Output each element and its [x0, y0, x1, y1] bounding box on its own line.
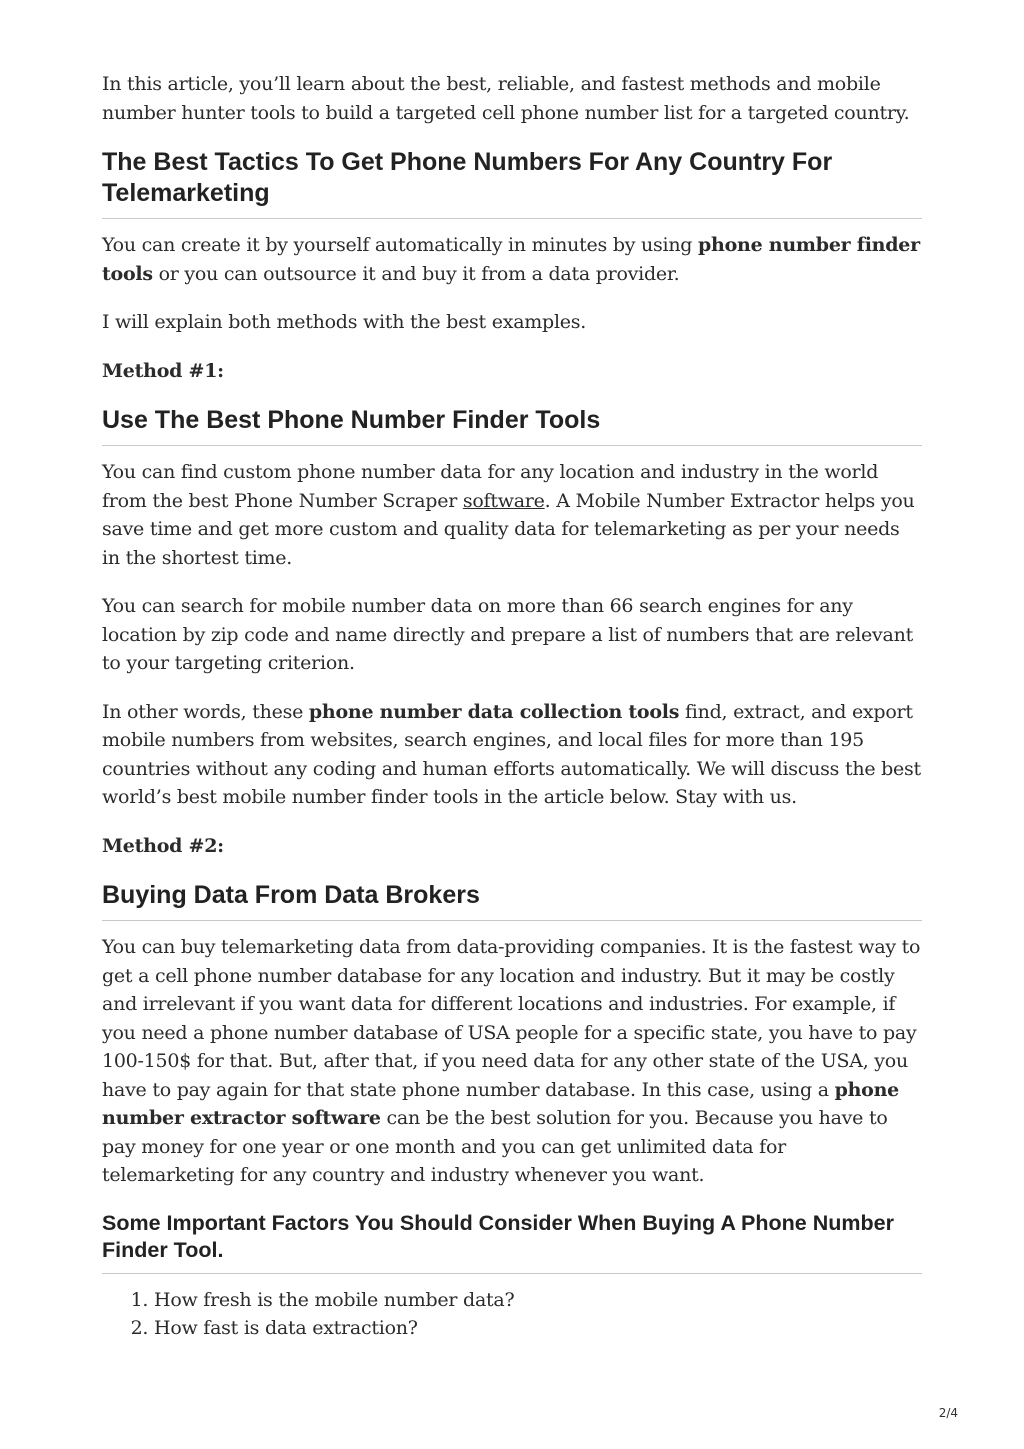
text-span: You can find custom phone number data for any location and industry in the world from the best Phone Number Scraper — [102, 461, 879, 512]
method-label — [102, 832, 922, 861]
section-heading-finder-tools: Use The Best Phone Number Finder Tools — [102, 405, 922, 446]
method-2-label: Method #2: — [102, 834, 224, 857]
page-number: 2/4 — [938, 1406, 958, 1420]
section-heading-best-tactics: The Best Tactics To Get Phone Numbers For Any Country For Telemarketing — [102, 147, 922, 219]
paragraph — [102, 698, 922, 812]
factors-list — [102, 1286, 922, 1343]
text-span: You can create it by yourself automatically in minutes by using — [102, 234, 699, 256]
section-heading-important-factors: Some Important Factors You Should Consider When Buying A Phone Number Finder Tool. — [102, 1210, 922, 1274]
bold-text: phone number finder tools — [102, 234, 920, 285]
bold-text: phone number data collection tools — [308, 700, 680, 723]
list-item: 2. How fast is data extraction? — [154, 1314, 922, 1343]
text-span: . A Mobile Number Extractor helps you save time and get more custom and quality data for telemarketing as per your needs in the shortest time. — [102, 489, 915, 569]
list-item: 1. How fresh is the mobile number data? — [154, 1286, 922, 1315]
text-span: You can buy telemarketing data from data-providing companies. It is the fastest way to get a cell phone number database for any location and industry. But it may be costly and irrelevant if you want data for different locations and industries. For example, if you need a phone number database of USA people for a specific state, you have to pay 100-150$ for that. But, after that, if you need data for any other state of the USA, you have to pay again for that state phone number database. In this case, using a — [102, 936, 921, 1101]
section-heading-data-brokers: Buying Data From Data Brokers — [102, 880, 922, 921]
paragraph — [102, 231, 922, 288]
software-link[interactable]: software — [462, 489, 545, 512]
intro-paragraph: In this article, you’ll learn about the best, reliable, and fastest methods and mobile number hunter tools to build a targeted cell phone number list for a targeted country. — [102, 73, 910, 124]
text-span: In other words, these — [102, 700, 309, 723]
text-span: find, extract, and export mobile numbers from websites, search engines, and local files for more than 195 countries without any coding and human efforts automatically. We will discuss the best world’s best mobile number finder tools in the article below. Stay with us. — [102, 700, 921, 808]
text-span: or you can outsource it and buy it from a data provider. — [152, 262, 680, 285]
method-1-label: Method #1: — [102, 359, 224, 382]
paragraph: I will explain both methods with the best examples. — [102, 311, 587, 333]
paragraph — [102, 458, 922, 572]
paragraph — [102, 933, 922, 1190]
method-label — [102, 357, 922, 386]
bold-text: phone number extractor software — [102, 1078, 899, 1129]
paragraph: You can search for mobile number data on more than 66 search engines for any location by zip code and name directly and prepare a list of numbers that are relevant to your targeting criterion. — [102, 595, 913, 674]
text-span: can be the best solution for you. Because you have to pay money for one year or one month and you can get unlimited data for telemarketing for any country and industry whenever you want. — [102, 1107, 888, 1186]
article-content — [102, 70, 922, 1343]
